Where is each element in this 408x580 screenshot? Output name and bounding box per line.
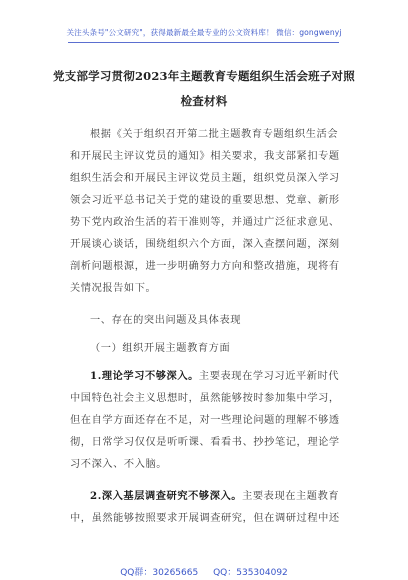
paragraph-line: 和开展民主评议党员的通知》相关要求，我支部紧扣专题 <box>70 151 340 162</box>
paragraph-line: 势下党内政治生活的若干准则等，并通过广泛征求意见、 <box>70 217 340 228</box>
paragraph-line: 领会习近平总书记关于党的建设的重要思想、党章、新形 <box>70 195 340 206</box>
document-title-line-1: 党支部学习贯彻2023年主题教育专题组织生活会班子对照 <box>53 69 355 83</box>
footer-qq-group: QQ群：30265665 <box>120 568 199 578</box>
item-2-text: 主要表现在主题教育 <box>242 491 340 502</box>
section-heading: 一、存在的突出问题及具体表现 <box>90 315 242 326</box>
paragraph-line: 彻，日常学习仅仅是听听课、看看书、抄抄笔记，理论学 <box>70 437 340 448</box>
item-1-text: 主要表现在学习习近平新时代 <box>198 371 340 382</box>
paragraph-line: 剖析问题根源，进一步明确努力方向和整改措施，现将有 <box>70 261 340 272</box>
footer-contact <box>0 565 408 578</box>
item-2-first-line <box>90 487 339 502</box>
paragraph-line: 关情况报告如下。 <box>70 283 157 294</box>
item-1-heading: 1.理论学习不够深入。 <box>90 370 199 382</box>
paragraph-line: 中国特色社会主义思想时，虽然能够按时参加集中学习， <box>70 393 340 404</box>
item-1-first-line <box>90 367 339 382</box>
paragraph-line: 中，虽然能够按照要求开展调查研究，但在调研过程中还 <box>70 513 340 524</box>
item-2-heading: 2.深入基层调查研究不够深入。 <box>90 490 243 502</box>
footer-qq: QQ：535304092 <box>213 568 288 578</box>
paragraph-line: 组织生活会和开展民主评议党员主题，组织党员深入学习 <box>70 173 340 184</box>
header-banner: 关注头条号"公文研究"，获得最新最全最专业的公文资料库！ 微信：gongwenyj <box>66 28 342 37</box>
paragraph-line: 根据《关于组织召开第二批主题教育专题组织生活会 <box>90 129 339 140</box>
subsection-heading: （一）组织开展主题教育方面 <box>90 343 231 354</box>
document-title-line-2: 检查材料 <box>180 94 228 108</box>
paragraph-line: 开展谈心谈话，围绕组织六个方面，深入查摆问题，深刻 <box>70 239 340 250</box>
paragraph-line: 习不深入、不入脑。 <box>70 459 168 470</box>
paragraph-line: 但在自学方面还存在不足，对一些理论问题的理解不够透 <box>70 415 340 426</box>
header-divider <box>68 42 339 43</box>
